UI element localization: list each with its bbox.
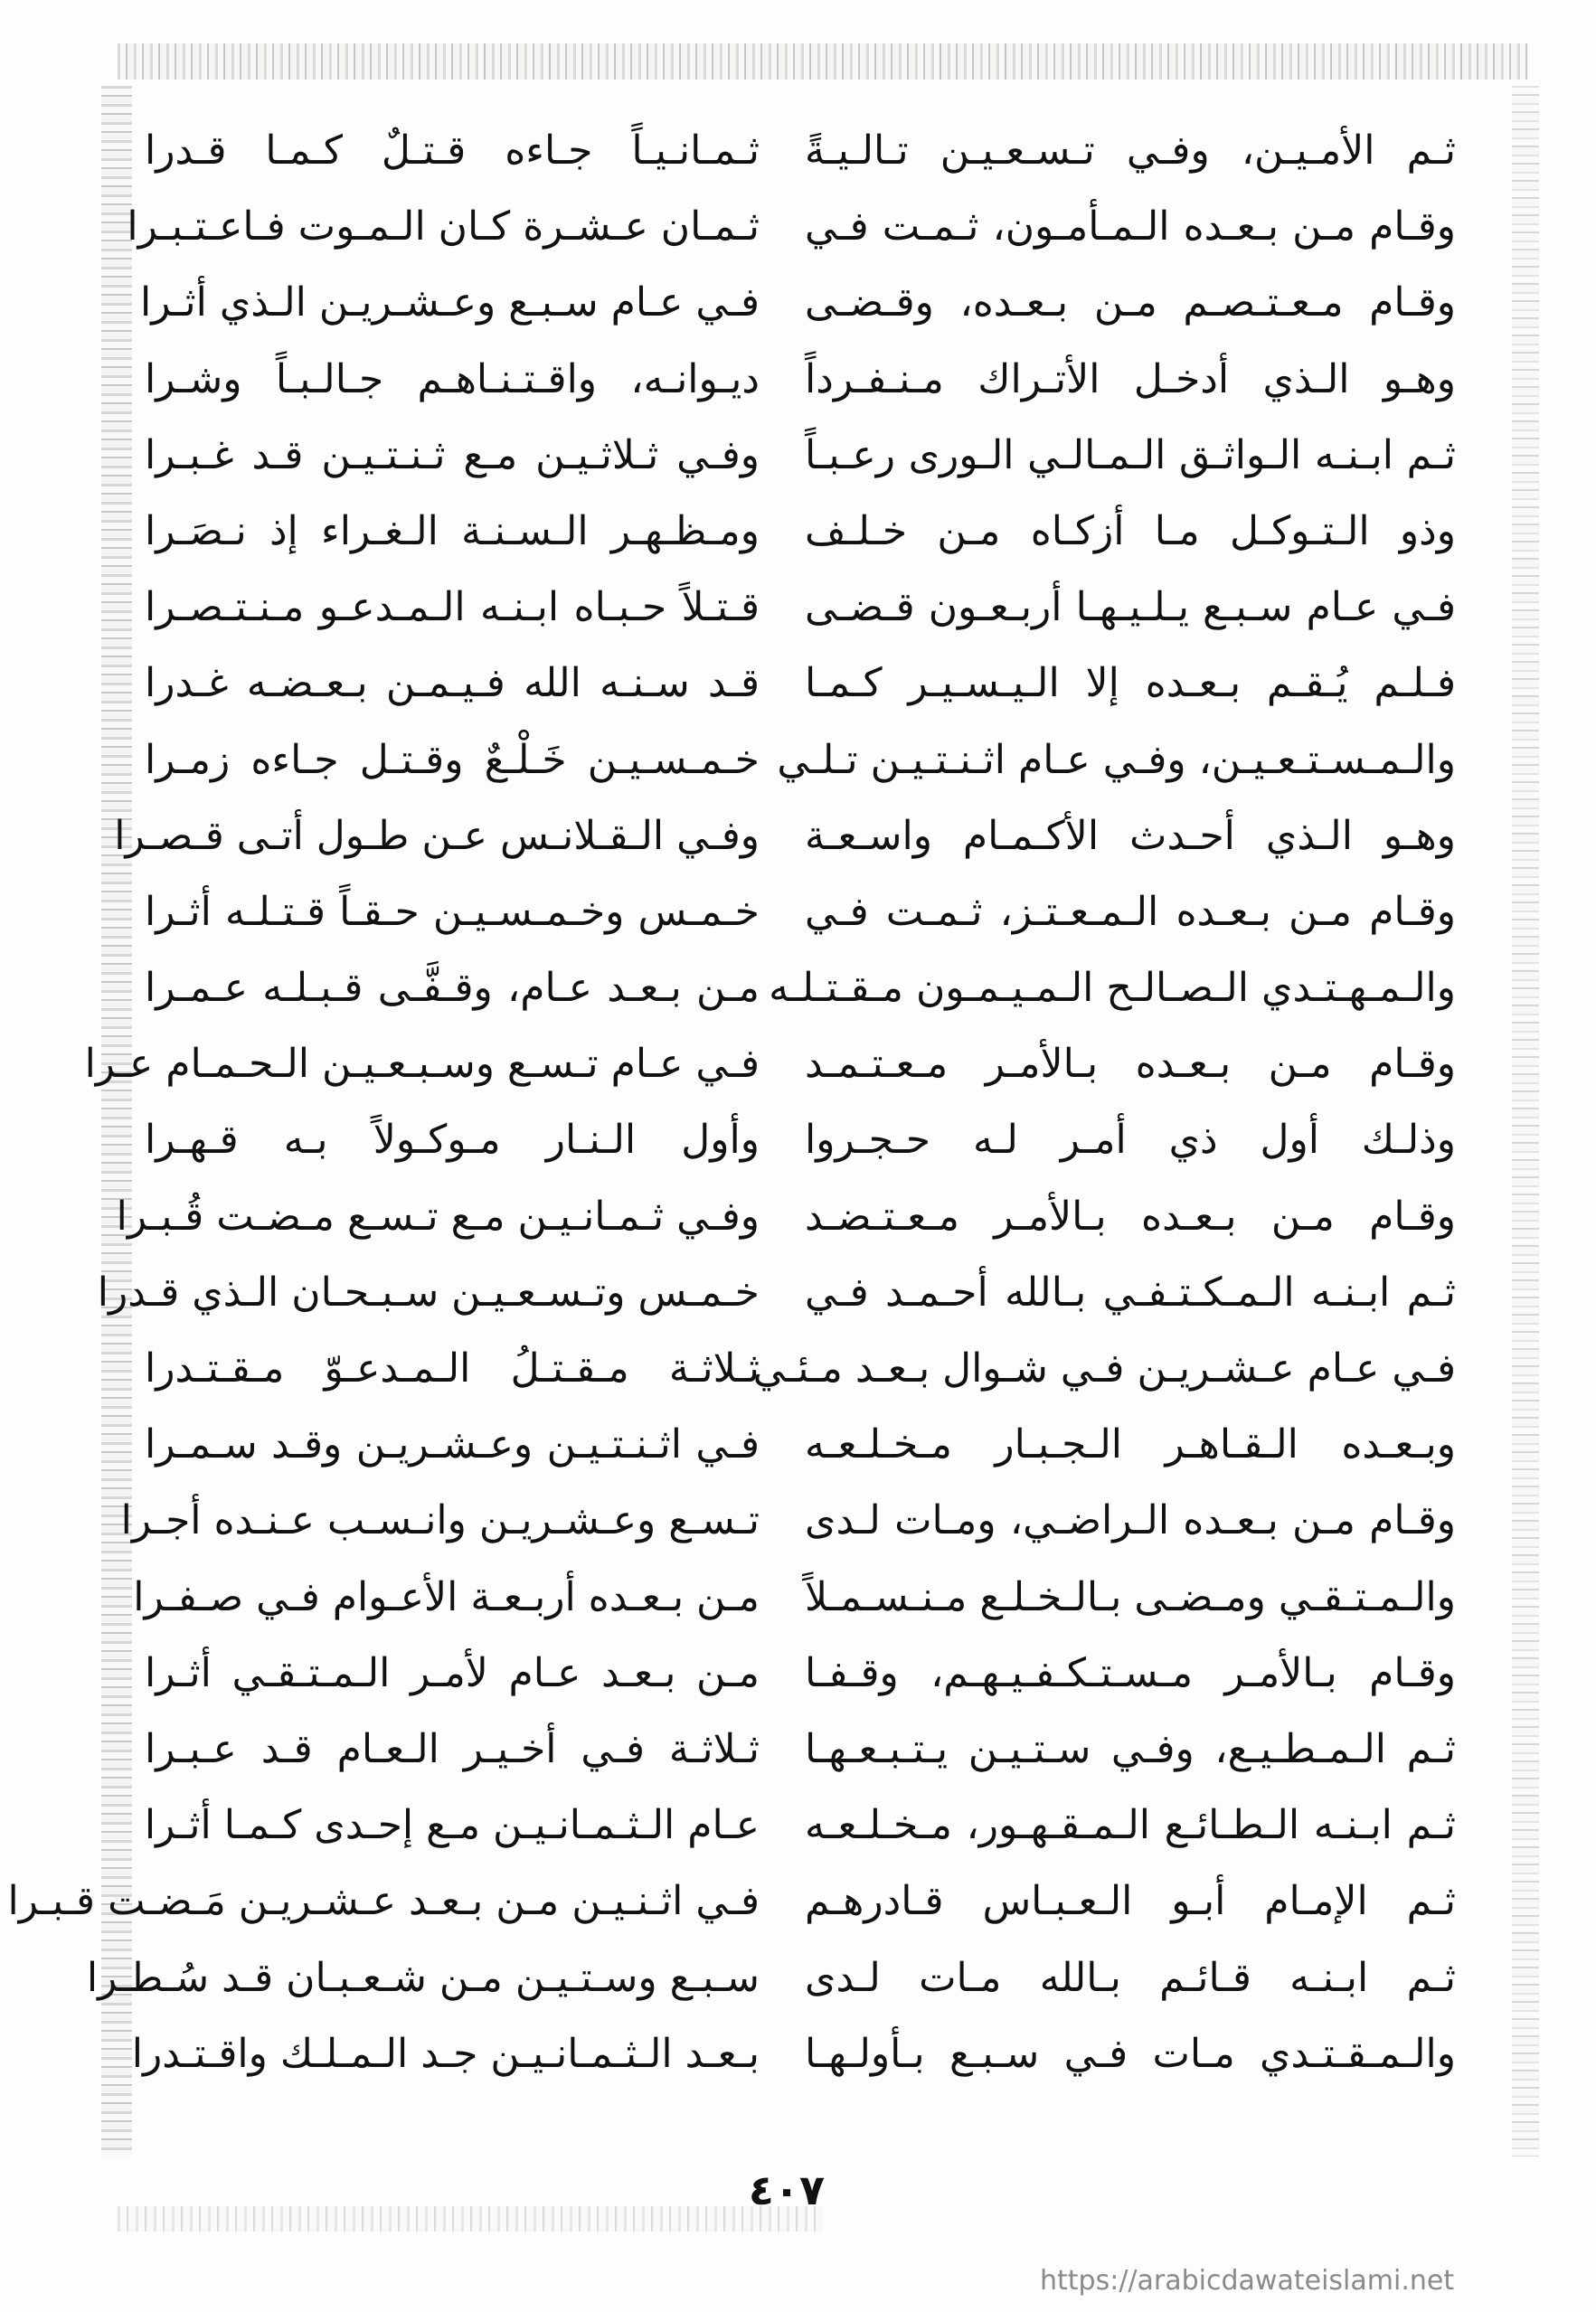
verse-second-half: تـسـع وعـشـريـن وانـسـب عـنـده أجـرا [120,1497,760,1544]
verse-second-half: فـي عـام سـبـع وعـشـريـن الـذي أثـرا [139,279,760,326]
verse-second-half: ثـلاثـة مـقـتـلُ الـمـدعـوّ مـقـتـدرا [145,1345,760,1392]
verse-second-half: سـبـع وسـتـيـن مـن شـعـبـان قـد سُـطـرا [86,1954,760,2001]
verse-second-half: فـي اثـنـيـن مـن بـعـد عـشـريـن مَـضـت قـبـرا [7,1878,760,1925]
verse-second-half: ثـلاثـة فـي أخـيـر الـعـام قـد عـبـرا [145,1725,760,1772]
verse-second-half: بـعـد الـثـمـانـيـن جـد الـمـلـك واقـتـدرا [131,2030,760,2077]
verse-first-half: وهـو الـذي أحـدث الأكـمـام واسـعـة [805,812,1456,859]
poem-left-hemistichs [7,113,760,2092]
verse-second-half: ومـظـهـر الـسـنـة الـغـراء إذ نـصَـرا [145,507,760,554]
page-number: ٤٠٧ [748,2166,826,2214]
verse-second-half: فـي عـام تـسـع وسـبـعـيـن الـحـمـام عـرا [84,1041,760,1088]
verse-first-half: فـلـم يُـقـم بـعـده إلا الـيـسـيـر كـمـا [805,660,1456,707]
verse-first-half: وذلـك أول ذي أمـر لـه حـجـروا [805,1117,1456,1164]
source-watermark: https://arabicdawateislami.net [1040,2265,1455,2297]
verse-first-half: ثـم الـمـطـيـع، وفـي سـتـيـن يـتـبـعـهـا [805,1725,1456,1772]
verse-first-half: وقـام بـالأمـر مـسـتـكـفـيـهـم، وقـفـا [805,1649,1456,1696]
verse-first-half: فـي عـام سـبـع يـلـيـهـا أربـعـون قـضـى [805,584,1456,631]
verse-first-half: وذو الـتـوكـل مـا أزكـاه مـن خـلـف [805,507,1456,554]
verse-second-half: خـمـس وتـسـعـيـن سـبـحـان الـذي قـدرا [97,1269,760,1316]
verse-second-half: وفـي ثـلاثـيـن مـع ثـنـتـيـن قـد غـبـرا [145,431,760,478]
verse-first-half: وقـام مـن بـعـده الـمـأمـون، ثـمـت فـي [805,203,1456,250]
verse-first-half: فـي عـام عـشـريـن فـي شـوال بـعـد مـئـي [752,1345,1456,1392]
top-ornamental-border [118,43,1528,80]
verse-first-half: والـمـسـتـعـيـن، وفـي عـام اثـنـتـيـن تـلـي [777,736,1456,783]
verse-first-half: ثـم ابـنـه الـطـائـع الـمـقـهـور، مـخـلـعـه [805,1802,1456,1849]
verse-second-half: وفـي الـقـلانـس عـن طـول أتـى قـصـرا [114,812,760,859]
verse-first-half: وقـام مـن بـعـده بـالأمـر مـعـتـضـد [805,1193,1456,1240]
verse-first-half: والـمـهـتـدي الـصـالـح الـمـيـمـون مـقـتـلـه [769,965,1456,1012]
poem-right-hemistichs [752,113,1456,2092]
left-ornamental-border [101,86,132,2156]
verse-second-half: وأول الـنـار مـوكـولاً بـه قـهـرا [145,1117,760,1164]
verse-second-half: مـن بـعـده أربـعـة الأعـوام فـي صـفـرا [133,1573,760,1620]
verse-first-half: ثـم ابـنـه الـواثـق الـمـالـي الـورى رعـبـاً [805,431,1456,478]
verse-first-half: وقـام مـن بـعـده بـالأمـر مـعـتـمـد [805,1041,1456,1088]
verse-second-half: فـي اثـنـتـيـن وعـشـريـن وقـد سـمـرا [145,1421,760,1468]
verse-second-half: عـام الـثـمـانـيـن مـع إحـدى كـمـا أثـرا [144,1802,760,1849]
verse-second-half: مـن بـعـد عـام، وقـفَّـى قـبـلـه عـمـرا [145,965,760,1012]
verse-first-half: وقـام مـعـتـصـم مـن بـعـده، وقـضـى [805,279,1456,326]
right-ornamental-border [1512,86,1539,2156]
verse-first-half: والـمـتـقـي ومـضـى بـالـخـلـع مـنـسـمـلاً [805,1573,1456,1620]
verse-first-half: ثـم ابـنـه قـائـم بـالله مـات لـدى [805,1954,1456,2001]
verse-first-half: وقـام مـن بـعـده الـمـعـتـز، ثـمـت فـي [805,888,1456,935]
bottom-ornamental-border [118,2206,823,2232]
verse-first-half: ثـم الإمـام أبـو الـعـبـاس قـادرهـم [805,1878,1456,1925]
verse-second-half: ديـوانـه، واقـتـنـاهـم جـالـبـاً وشـرا [145,355,760,402]
verse-second-half: قـتـلاً حـبـاه ابـنـه الـمـدعـو مـنـتـصـرا [145,584,760,631]
verse-second-half: خـمـسـيـن خَـلْـعٌ وقـتـل جـاءه زمـرا [145,736,760,783]
verse-first-half: وبـعـده الـقـاهـر الـجـبـار مـخـلـعـه [805,1421,1456,1468]
verse-second-half: ثـمـان عـشـرة كـان الـمـوت فـاعـتـبـرا [127,203,760,250]
verse-first-half: ثـم ابـنـه الـمـكـتـفـي بـالله أحـمـد فـي [805,1269,1456,1316]
verse-second-half: قـد سـنـه الله فـيـمـن بـعـضـه غـدرا [145,660,760,707]
verse-second-half: مـن بـعـد عـام لأمـر الـمـتـقـي أثـرا [145,1649,760,1696]
verse-first-half: ثـم الأمـيـن، وفـي تـسـعـيـن تـالـيـةً [805,127,1456,174]
verse-first-half: وقـام مـن بـعـده الـراضـي، ومـات لـدى [805,1497,1456,1544]
verse-second-half: خـمـس وخـمـسـيـن حـقـاً قـتـلـه أثـرا [145,888,760,935]
verse-first-half: والـمـقـتـدي مـات فـي سـبـع بـأولـهـا [805,2030,1456,2077]
verse-first-half: وهـو الـذي أدخـل الأتـراك مـنـفـرداً [805,355,1456,402]
verse-second-half: ثـمـانـيـاً جـاءه قـتـلٌ كـمـا قـدرا [145,127,760,174]
verse-second-half: وفـي ثـمـانـيـن مـع تـسـع مـضـت قُـبـرا [116,1193,760,1240]
